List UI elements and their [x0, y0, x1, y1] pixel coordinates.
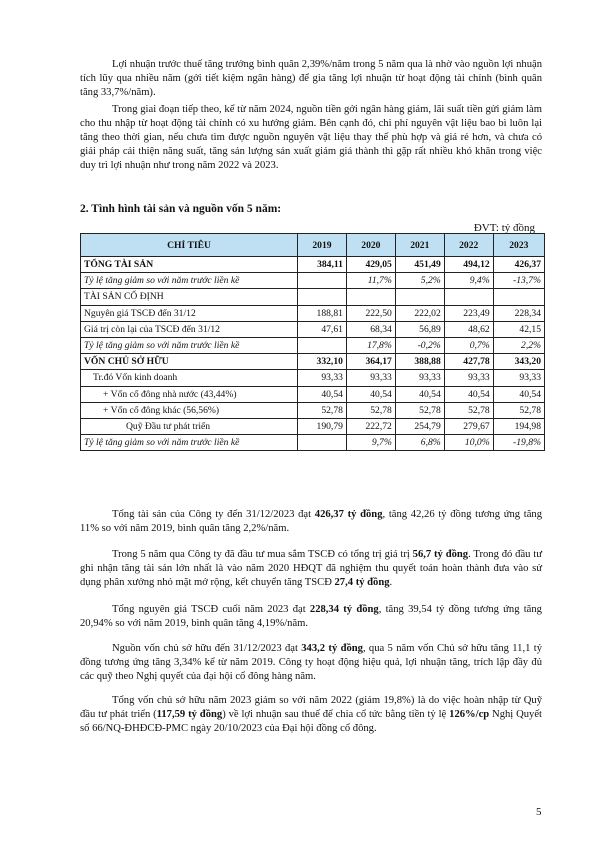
paragraph-fixed-asset-cost — [80, 603, 542, 631]
text-run: . Trong đó đầu tư ghi nhận tăng tài sản lớn nhất là vào năm 2020 HĐQT đã nghiệm thu quyết toán hoàn thành đưa vào sử dụng phân xưởng nhỏ mặt mở rộng, kết chuyển tăng TSCĐ — [80, 549, 542, 588]
table-cell: 254,79 — [395, 418, 444, 434]
table-row — [81, 321, 545, 337]
table-cell: 42,15 — [493, 321, 544, 337]
table-cell: 68,34 — [346, 321, 395, 337]
table-cell: 6,8% — [395, 435, 444, 451]
paragraph-equity — [80, 642, 542, 684]
table-cell: 0,7% — [444, 337, 493, 353]
table-cell-label: Quỹ Đầu tư phát triển — [81, 418, 298, 434]
table-cell: 279,67 — [444, 418, 493, 434]
highlight-value: 343,2 tỷ đồng — [301, 643, 363, 654]
table-row — [81, 370, 545, 386]
paragraph-outlook: Trong giai đoạn tiếp theo, kể từ năm 2024, nguồn tiền gởi ngân hàng giảm, lãi suất tiền gửi giảm làm cho thu nhập từ hoạt động tài chính có xu hướng giảm. Bên cạnh đó, chi phí nguyên vật liệu bao bì luôn lại tăng theo thời gian, nếu chưa tìm được nguồn nguyên vật liệu thay thế phù hợp và giá rẻ hơn, và chưa có giải pháp cải thiện năng suất, tăng sản lượng sản xuất giảm giá thành thì gặp rất nhiều khó khăn trong việc duy trì lợi nhuận như trong năm 2022 và 2023. — [80, 104, 542, 171]
highlight-value: 126%/cp — [449, 709, 490, 720]
table-cell: 52,78 — [346, 402, 395, 418]
table-cell: 190,79 — [298, 418, 347, 434]
text-run: , tăng 42,26 tỷ đồng tương ứng tăng 11% so với năm 2019, bình quân tăng 2,2%/năm. — [80, 509, 542, 534]
text-run: Nguồn vốn chủ sở hữu đến 31/12/2023 đạt — [112, 643, 302, 654]
table-header-cell: 2019 — [298, 234, 347, 257]
text-run: Tổng vốn chủ sở hữu năm 2023 giảm so với năm 2022 (giảm 19,8%) là do việc hoàn nhập từ Quỹ đầu tư phát triển ( — [80, 695, 542, 720]
table-cell: 427,78 — [444, 354, 493, 370]
paragraph-equity-decrease — [80, 694, 542, 736]
highlight-value: 27,4 tỷ đồng — [334, 577, 390, 588]
table-cell-label: Nguyên giá TSCĐ đến 31/12 — [81, 305, 298, 321]
table-cell-label: Giá trị còn lại của TSCĐ đến 31/12 — [81, 321, 298, 337]
table-cell-label: Tỷ lệ tăng giảm so với năm trước liền kề — [81, 435, 298, 451]
table-cell — [298, 289, 347, 305]
unit-label: ĐVT: tỷ đồng — [473, 222, 535, 234]
table-header-cell: CHỈ TIÊU — [81, 234, 298, 257]
text-run: , qua 5 năm vốn Chủ sở hữu tăng 11,1 tỷ đồng tương ứng tăng 3,34% kể từ năm 2019. Công ty hoạt động hiệu quả, lợi nhuận tăng, trích lập đầy đủ các quỹ theo Nghị quyết của đại hội cổ đông hàng năm. — [80, 643, 542, 682]
table-row — [81, 418, 545, 434]
table-cell — [298, 435, 347, 451]
table-row — [81, 273, 545, 289]
highlight-value: 426,37 tỷ đồng — [314, 509, 383, 520]
table-cell: 222,72 — [346, 418, 395, 434]
text-run: , tăng 39,54 tỷ đồng tương ứng tăng 20,94% so với năm 2019, bình quân tăng 4,19%/năm. — [80, 604, 542, 629]
table-cell-label: + Vốn cổ đông nhà nước (43,44%) — [81, 386, 298, 402]
highlight-value: 56,7 tỷ đồng — [412, 549, 469, 560]
section-heading: 2. Tình hình tài sản và nguồn vốn 5 năm: — [80, 203, 282, 215]
table-cell: 188,81 — [298, 305, 347, 321]
table-cell: 40,54 — [346, 386, 395, 402]
table-cell: 93,33 — [298, 370, 347, 386]
table-cell: 52,78 — [444, 402, 493, 418]
table-cell: 451,49 — [395, 257, 444, 273]
table-row — [81, 435, 545, 451]
asset-capital-table — [80, 233, 545, 451]
table-cell: 343,20 — [493, 354, 544, 370]
table-cell — [444, 289, 493, 305]
table-header-cell: 2021 — [395, 234, 444, 257]
table-cell: 93,33 — [493, 370, 544, 386]
table-cell: 56,89 — [395, 321, 444, 337]
highlight-value: 228,34 tỷ đồng — [309, 604, 379, 615]
table-cell: 40,54 — [493, 386, 544, 402]
text-run: ) về lợi nhuận sau thuế để chia cổ tức bằng tiền tỷ lệ — [222, 709, 450, 720]
table-cell: 9,7% — [346, 435, 395, 451]
table-header-cell: 2023 — [493, 234, 544, 257]
table-cell: 2,2% — [493, 337, 544, 353]
table-row — [81, 354, 545, 370]
table-cell — [493, 289, 544, 305]
table-cell: 494,12 — [444, 257, 493, 273]
table-cell: 17,8% — [346, 337, 395, 353]
table-cell-label: TÀI SẢN CỐ ĐỊNH — [81, 289, 298, 305]
table-header-cell: 2020 — [346, 234, 395, 257]
table-cell: -0,2% — [395, 337, 444, 353]
table-cell-label: Tỷ lệ tăng giảm so với năm trước liền kề — [81, 337, 298, 353]
table-cell: 40,54 — [444, 386, 493, 402]
table-header-cell: 2022 — [444, 234, 493, 257]
table-cell: 364,17 — [346, 354, 395, 370]
text-run: Nghị Quyết số 66/NQ-ĐHĐCĐ-PMC ngày 20/10/2023 của Đại hội đồng cổ đông. — [80, 709, 543, 734]
highlight-value: 117,59 tỷ đồng — [156, 709, 223, 720]
table-row — [81, 305, 545, 321]
table-cell: 332,10 — [298, 354, 347, 370]
table-row — [81, 257, 545, 273]
table-cell: 52,78 — [395, 402, 444, 418]
table-cell — [298, 273, 347, 289]
table-cell: 93,33 — [346, 370, 395, 386]
table-cell: 223,49 — [444, 305, 493, 321]
table-cell: 47,61 — [298, 321, 347, 337]
table-cell: 93,33 — [444, 370, 493, 386]
table-cell-label: VỐN CHỦ SỞ HỮU — [81, 354, 298, 370]
paragraph-fixed-asset-investment — [80, 548, 542, 590]
table-cell: 11,7% — [346, 273, 395, 289]
text-run: Tổng nguyên giá TSCĐ cuối năm 2023 đạt — [112, 604, 310, 615]
table-cell-label: Tỷ lệ tăng giảm so với năm trước liền kề — [81, 273, 298, 289]
table-cell: 222,02 — [395, 305, 444, 321]
table-cell: 93,33 — [395, 370, 444, 386]
table-cell: 52,78 — [298, 402, 347, 418]
table-cell-label: Tr.đó Vốn kinh doanh — [81, 370, 298, 386]
table-cell: 5,2% — [395, 273, 444, 289]
table-cell — [298, 337, 347, 353]
table-header-row — [81, 234, 545, 257]
table-row — [81, 337, 545, 353]
text-run: Tổng tài sản của Công ty đến 31/12/2023 đạt — [112, 509, 315, 520]
table-cell-label: + Vốn cổ đông khác (56,56%) — [81, 402, 298, 418]
table-cell: 429,05 — [346, 257, 395, 273]
table-cell: -13,7% — [493, 273, 544, 289]
table-cell: 52,78 — [493, 402, 544, 418]
table-cell: 40,54 — [298, 386, 347, 402]
table-cell: 426,37 — [493, 257, 544, 273]
table-cell: 222,50 — [346, 305, 395, 321]
paragraph-total-assets — [80, 508, 542, 536]
table-cell: -19,8% — [493, 435, 544, 451]
text-run: Trong 5 năm qua Công ty đã đầu tư mua sắm TSCĐ có tổng trị giá trị — [112, 549, 413, 560]
table-cell-label: TỔNG TÀI SẢN — [81, 257, 298, 273]
table-cell — [346, 289, 395, 305]
table-cell: 40,54 — [395, 386, 444, 402]
table-cell — [395, 289, 444, 305]
text-run: . — [389, 577, 393, 588]
table-cell: 194,98 — [493, 418, 544, 434]
table-cell: 228,34 — [493, 305, 544, 321]
table-row — [81, 402, 545, 418]
table-cell: 384,11 — [298, 257, 347, 273]
paragraph-profit: Lợi nhuận trước thuế tăng trưởng bình quân 2,39%/năm trong 5 năm qua là nhờ vào nguồn lợi nhuận tích lũy qua nhiều năm (gởi tiết kiệm ngân hàng) để gia tăng lợi nhuận từ hoạt động tài chính (bình quân tăng 33,7%/năm). — [80, 59, 542, 98]
table-cell: 10,0% — [444, 435, 493, 451]
table-row — [81, 289, 545, 305]
table-cell: 388,88 — [395, 354, 444, 370]
table-cell: 48,62 — [444, 321, 493, 337]
table-cell: 9,4% — [444, 273, 493, 289]
page-number: 5 — [536, 806, 542, 818]
table-row — [81, 386, 545, 402]
